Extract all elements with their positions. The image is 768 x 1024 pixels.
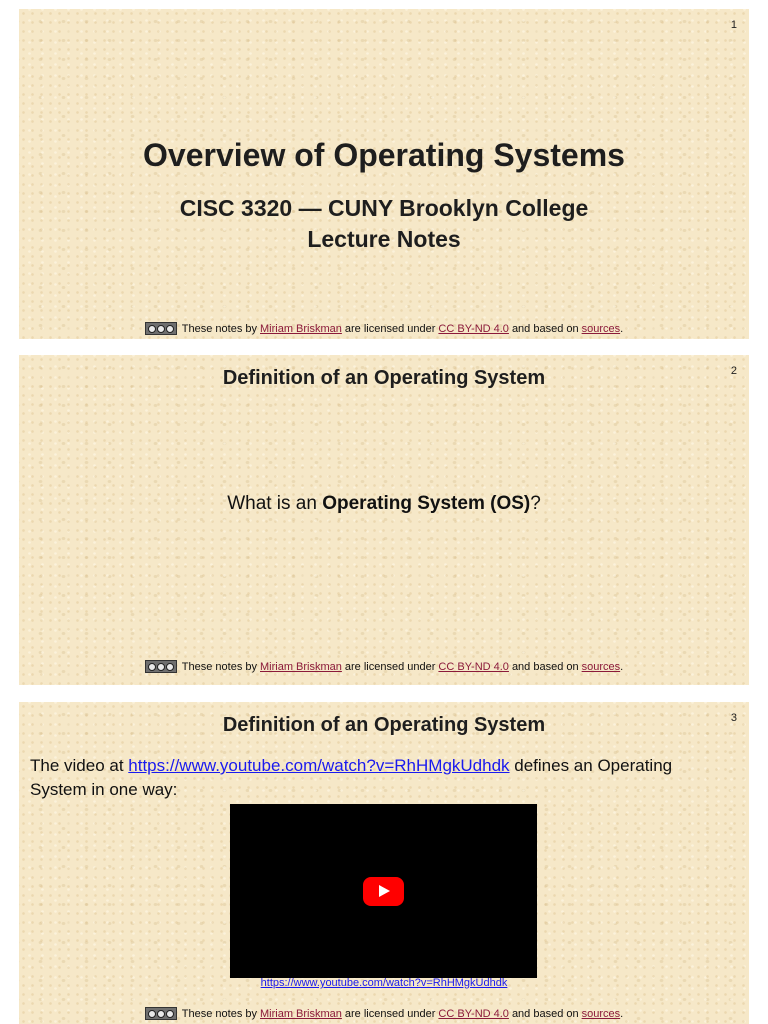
slide-question — [19, 493, 749, 515]
cc-license-icon — [145, 660, 177, 673]
slide-heading: Definition of an Operating System — [222, 714, 546, 736]
footer-and-based: and based on — [511, 322, 579, 335]
slide-number: 1 — [730, 19, 737, 31]
body-text-post: defines an Operating System in one way: — [30, 756, 673, 799]
license-footer — [19, 1007, 749, 1020]
slide-1 — [19, 9, 749, 339]
play-icon[interactable] — [363, 877, 404, 906]
body-text-pre: The video at — [30, 756, 129, 775]
youtube-link[interactable]: https://www.youtube.com/watch?v=RhHMgkUdhdk — [128, 756, 510, 775]
footer-end: . — [620, 1007, 624, 1020]
presentation-title: Overview of Operating Systems — [143, 137, 625, 173]
slide-3 — [19, 702, 749, 1024]
cc-license-icon — [145, 322, 177, 335]
author-link[interactable]: Miriam Briskman — [260, 1007, 342, 1020]
cc-license-icon — [145, 1007, 177, 1020]
author-link[interactable]: Miriam Briskman — [260, 322, 342, 335]
slide-number: 2 — [730, 365, 737, 377]
slide-2 — [19, 355, 749, 685]
footer-prefix: These notes by — [181, 322, 257, 335]
license-footer — [19, 322, 749, 335]
sources-link[interactable]: sources — [581, 1007, 621, 1020]
question-post: ? — [530, 493, 541, 514]
footer-middle: are licensed under — [344, 660, 436, 673]
author-link[interactable]: Miriam Briskman — [260, 660, 342, 673]
license-footer — [19, 660, 749, 673]
video-caption-link[interactable]: https://www.youtube.com/watch?v=RhHMgkUdhdk — [260, 977, 508, 989]
footer-end: . — [620, 322, 624, 335]
footer-and-based: and based on — [511, 660, 579, 673]
question-pre: What is an — [227, 493, 323, 514]
footer-and-based: and based on — [511, 1007, 579, 1020]
sources-link[interactable]: sources — [581, 322, 621, 335]
license-link[interactable]: CC BY-ND 4.0 — [438, 660, 509, 673]
embedded-video-player[interactable] — [230, 804, 537, 978]
subtitle-line-2: Lecture Notes — [307, 226, 461, 252]
footer-prefix: These notes by — [181, 660, 257, 673]
slide-number: 3 — [730, 712, 737, 724]
footer-end: . — [620, 660, 624, 673]
presentation-subtitle — [19, 193, 749, 255]
slide-body-text — [30, 754, 729, 802]
footer-middle: are licensed under — [344, 1007, 436, 1020]
subtitle-line-1: CISC 3320 — CUNY Brooklyn College — [179, 195, 589, 221]
footer-middle: are licensed under — [344, 322, 436, 335]
sources-link[interactable]: sources — [581, 660, 621, 673]
slide-heading: Definition of an Operating System — [222, 367, 546, 389]
question-bold: Operating System (OS) — [322, 493, 531, 514]
license-link[interactable]: CC BY-ND 4.0 — [438, 1007, 509, 1020]
video-caption — [19, 977, 749, 989]
license-link[interactable]: CC BY-ND 4.0 — [438, 322, 509, 335]
footer-prefix: These notes by — [181, 1007, 257, 1020]
